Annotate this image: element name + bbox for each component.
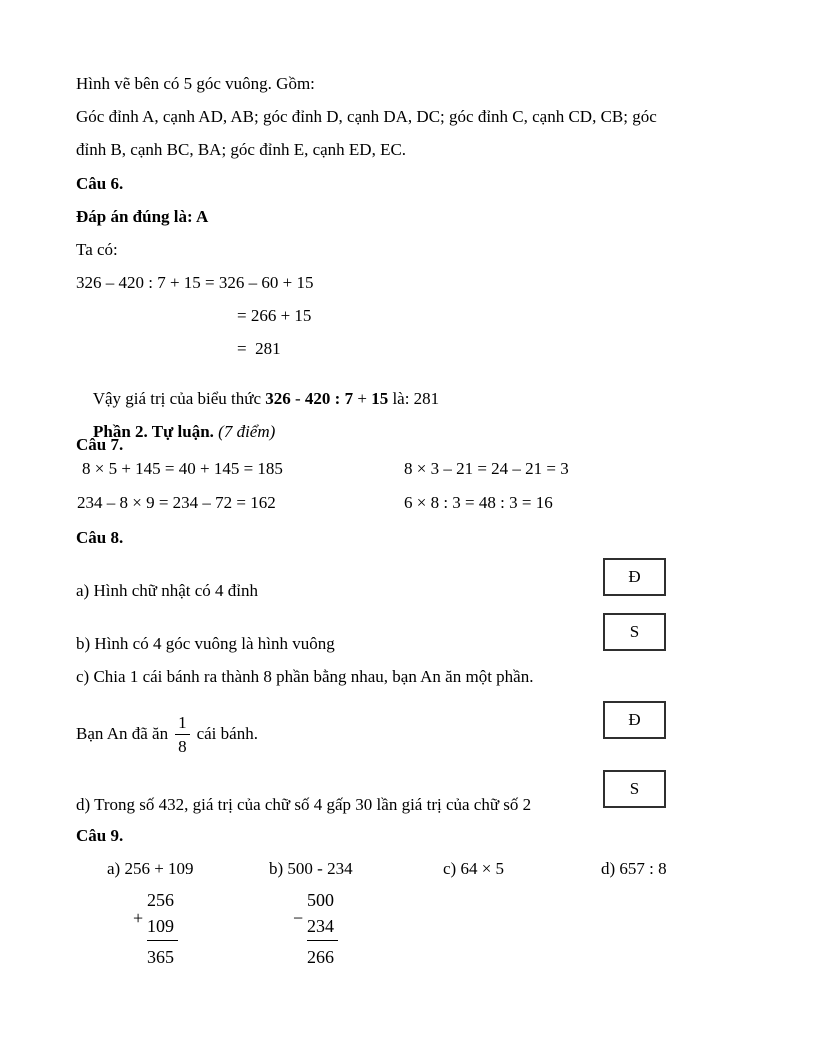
conclusion-expr-2: 420 : 7 [304,389,354,408]
answer-box-c [603,701,666,739]
cau7-eq-right-1: 8 × 3 – 21 = 24 – 21 = 3 [404,459,569,478]
cau8-item-c: c) Chia 1 cái bánh ra thành 8 phần bằng nhau, bạn An ăn một phần. [76,667,534,686]
cau8-item-c2 [76,708,258,760]
addition-operand-2: 109 [147,914,178,941]
phan2-title: Phần 2. Tự luận. [93,422,214,441]
cau9-problem-c: c) 64 × 5 [443,859,505,878]
cau7-heading: Câu 7. [76,435,124,454]
intro-line-3: đỉnh B, cạnh BC, BA; góc đỉnh E, cạnh ED, EC. [76,140,407,159]
conclusion-sep-1: - [290,389,305,408]
cau8-item-d: d) Trong số 432, giá trị của chữ số 4 gấp 30 lần giá trị của chữ số 2 [76,795,532,814]
fraction-denominator: 8 [178,736,187,756]
vertical-subtraction [293,886,338,971]
cau9-problem-a: a) 256 + 109 [107,859,194,878]
addition-operand-1: 256 [147,890,174,910]
conclusion-expr-1: 326 [265,389,291,408]
cau9-problem-d: d) 657 : 8 [601,859,667,878]
cau6-eq-line-3: = 281 [237,339,281,358]
cau6-eq-line-1: 326 – 420 : 7 + 15 = 326 – 60 + 15 [76,273,314,292]
cau8-item-a: a) Hình chữ nhật có 4 đỉnh [76,581,259,600]
minus-sign: − [293,908,304,928]
subtraction-result: 266 [307,947,334,967]
cau8-heading: Câu 8. [76,528,124,547]
cau9-heading: Câu 9. [76,826,124,845]
answer-box-b [603,613,666,651]
cau6-answer-line: Đáp án đúng là: A [76,207,209,226]
intro-line-2: Góc đỉnh A, cạnh AD, AB; góc đỉnh D, cạnh DA, DC; góc đỉnh C, cạnh CD, CB; góc [76,107,657,126]
answer-box-a-label: Đ [628,567,641,586]
cau9-problem-b: b) 500 - 234 [269,859,353,878]
cau7-row-2 [0,493,816,513]
cau6-eq-line-2: = 266 + 15 [237,306,312,325]
answer-box-c-label: Đ [628,710,641,729]
addition-result: 365 [147,947,174,967]
cau8-item-c2-suffix: cái bánh. [196,724,258,743]
cau6-heading: Câu 6. [76,174,124,193]
cau7-eq-right-2: 6 × 8 : 3 = 48 : 3 = 16 [404,493,553,512]
conclusion-suffix: là: 281 [388,389,440,408]
plus-sign: + [133,908,144,928]
fraction-one-eighth [175,714,190,755]
cau7-eq-left-1: 8 × 5 + 145 = 40 + 145 = 185 [82,459,283,478]
answer-box-a [603,558,666,596]
conclusion-sep-2: + [353,389,372,408]
cau8-item-c2-prefix: Bạn An đã ăn [76,724,169,743]
fraction-numerator: 1 [175,714,190,735]
vertical-addition [133,886,178,971]
cau8-item-b: b) Hình có 4 góc vuông là hình vuông [76,634,335,653]
subtraction-operand-1: 500 [307,890,334,910]
answer-box-d [603,770,666,808]
phan2-points: (7 điểm) [213,422,276,441]
answer-box-b-label: S [629,622,640,641]
answer-box-d-label: S [629,779,640,798]
cau6-ta-co: Ta có: [76,240,118,259]
conclusion-expr-3: 15 [371,389,389,408]
subtraction-operand-2: 234 [307,914,338,941]
cau7-row-1 [0,459,816,479]
conclusion-prefix: Vậy giá trị của biểu thức [92,389,266,408]
cau7-eq-left-2: 234 – 8 × 9 = 234 – 72 = 162 [77,493,276,512]
intro-line-1: Hình vẽ bên có 5 góc vuông. Gồm: [76,74,315,93]
